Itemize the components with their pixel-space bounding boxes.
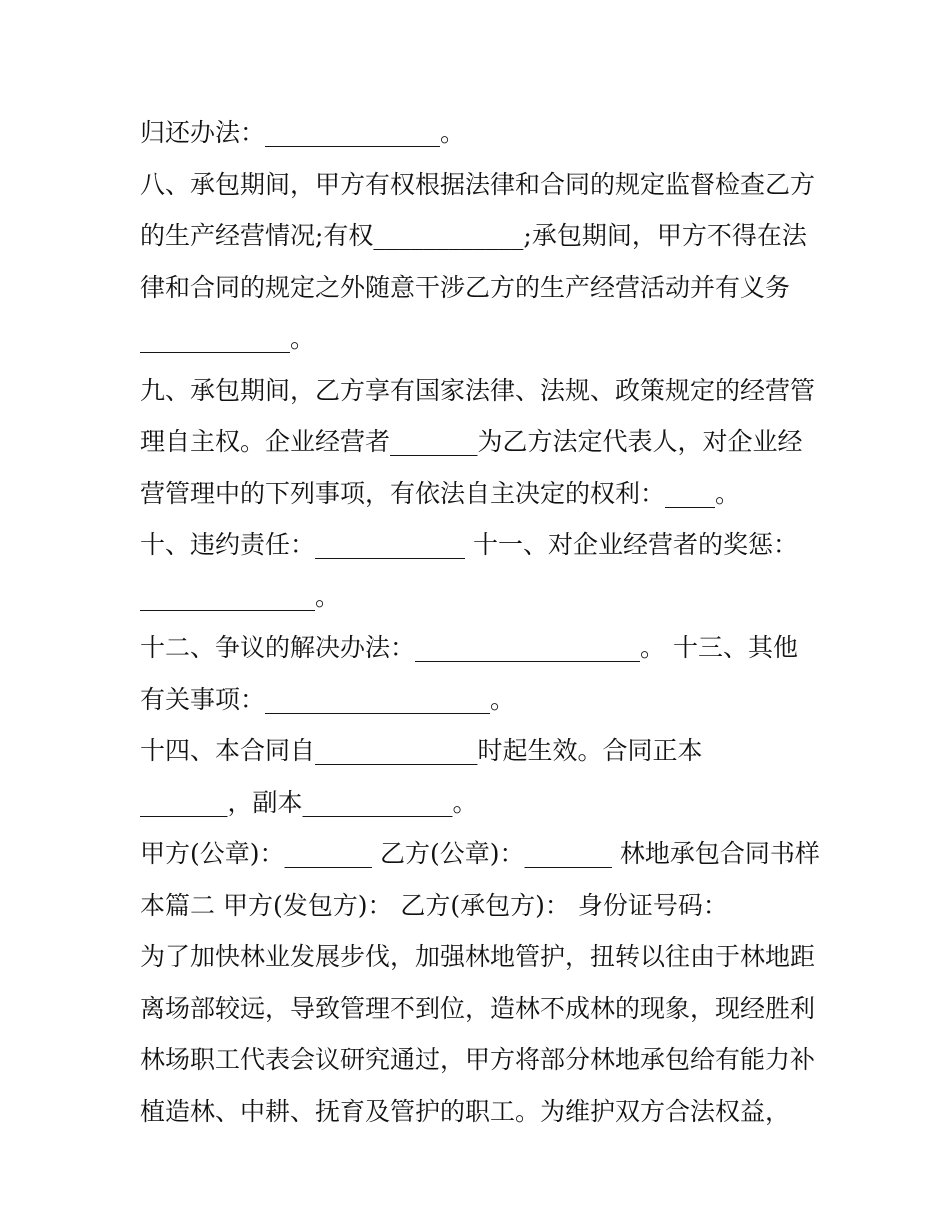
text-line: _______，副本____________。	[140, 787, 478, 817]
text-line: 理自主权。企业经营者_______为乙方法定代表人，对企业经	[140, 427, 803, 456]
text-line: 归还办法：______________。	[140, 118, 466, 147]
text-line: 林场职工代表会议研究通过，甲方将部分林地承包给有能力补	[140, 1045, 816, 1074]
text-line: 的生产经营情况;有权____________;承包期间，甲方不得在法	[140, 221, 807, 250]
document-body	[140, 107, 820, 1137]
text-line: 律和合同的规定之外随意干涉乙方的生产经营活动并有义务	[140, 272, 791, 302]
text-line: 有关事项：__________________。	[140, 684, 516, 714]
text-line: ______________。	[140, 581, 341, 611]
text-line: 八、承包期间，甲方有权根据法律和合同的规定监督检查乙方	[140, 169, 816, 199]
text-line: 十四、本合同自_____________时起生效。合同正本	[140, 736, 703, 765]
text-line: 甲方(公章)：_______ 乙方(公章)：_______ 林地承包合同书样	[140, 839, 820, 868]
text-line: 十、违约责任：____________ 十一、对企业经营者的奖惩：	[140, 530, 798, 559]
text-line: 九、承包期间，乙方享有国家法律、法规、政策规定的经营管	[140, 375, 816, 405]
text-line: 营管理中的下列事项，有依法自主决定的权利：____。	[140, 478, 741, 508]
text-line: 为了加快林业发展步伐，加强林地管护，扭转以往由于林地距	[140, 942, 816, 971]
text-line: ____________。	[140, 324, 316, 353]
text-line: 植造林、中耕、抚育及管护的职工。为维护双方合法权益，	[140, 1096, 791, 1126]
text-line: 本篇二 甲方(发包方)： 乙方(承包方)： 身份证号码：	[140, 890, 728, 920]
text-line: 十二、争议的解决办法：__________________。 十三、其他	[140, 633, 798, 662]
text-line: 离场部较远，导致管理不到位，造林不成林的现象，现经胜利	[140, 993, 816, 1023]
